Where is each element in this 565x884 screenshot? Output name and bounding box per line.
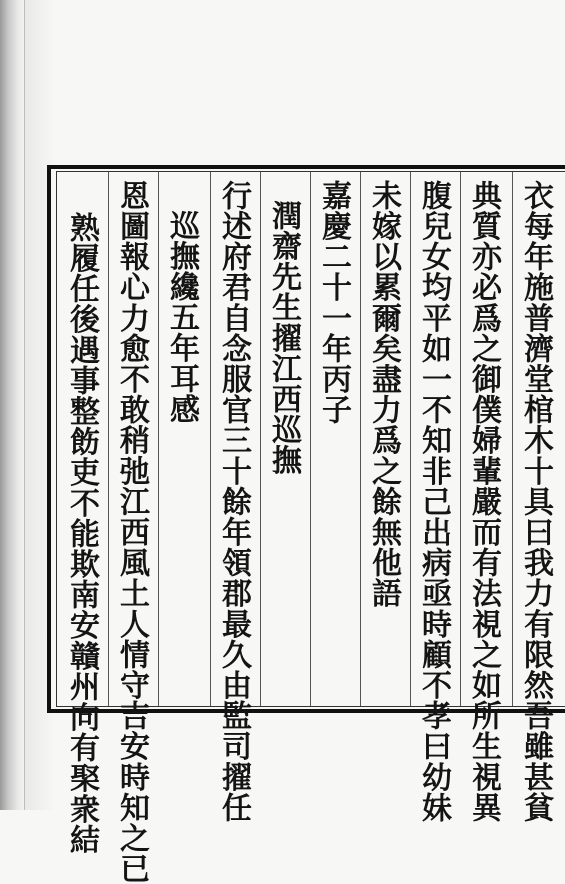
text-column: 未嫁以累爾矣盡力爲之餘無他語 — [366, 180, 401, 609]
text-column: 熟履任後遇事整飭吏不能欺南安贛州向有棸衆結 — [64, 212, 99, 855]
column-rule — [310, 172, 311, 706]
column-rule — [108, 172, 109, 706]
text-column: 巡撫纔五年耳感 — [164, 210, 199, 425]
text-column: 腹兒女均平如一不知非己出病亟時顧不孝曰幼妹 — [416, 180, 451, 823]
column-rule — [360, 172, 361, 706]
text-column: 潤齋先生擢江西巡撫 — [266, 200, 301, 476]
frame-inner-left-rule — [56, 171, 57, 707]
text-column: 行述府君自念服官三十餘年領郡最久由監司擢任 — [216, 180, 251, 823]
book-gutter — [0, 0, 24, 810]
text-column: 衣每年施普濟堂棺木十具曰我力有限然吾雖甚貧 — [518, 180, 553, 823]
column-rule — [410, 172, 411, 706]
column-rule — [210, 172, 211, 706]
text-column: 恩圖報心力愈不敢稍弛江西風土人情守吉安時知之已 — [114, 180, 149, 884]
column-rule — [260, 172, 261, 706]
text-column: 嘉慶二十一年丙子 — [316, 180, 351, 425]
column-rule — [158, 172, 159, 706]
text-column: 典質亦必爲之御僕婦輩嚴而有法視之如所生視異 — [466, 180, 501, 823]
column-rule — [512, 172, 513, 706]
column-rule — [460, 172, 461, 706]
